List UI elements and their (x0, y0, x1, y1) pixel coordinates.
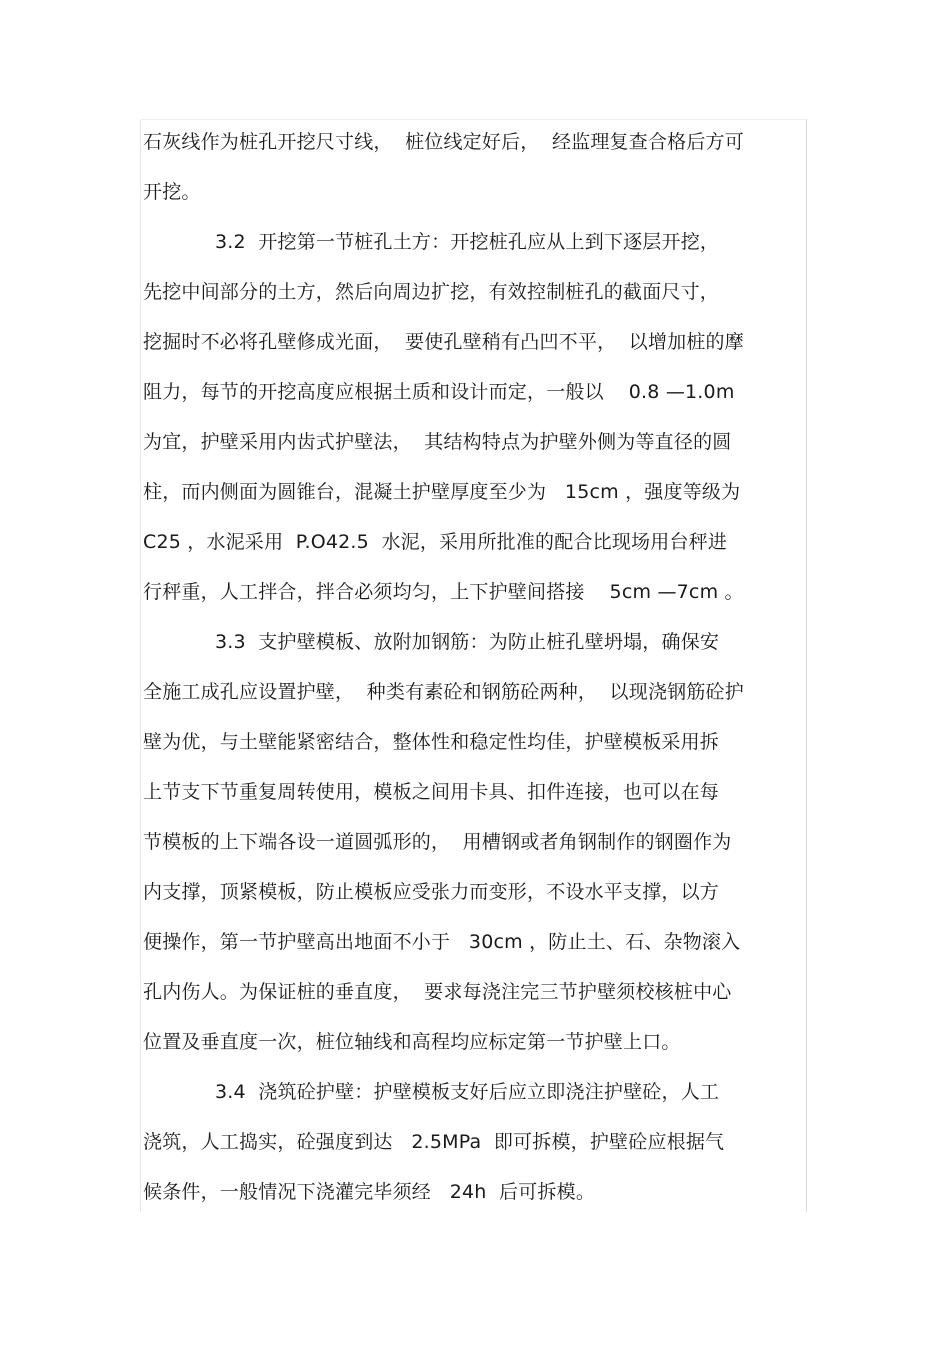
document-body (143, 117, 813, 1217)
paragraph-line: 行秤重，人工拌合，拌合必须均匀，上下护壁间搭接 5cm —7cm 。 (143, 581, 744, 603)
paragraph-line: 内支撑，顶紧模板，防止模板应受张力而变形，不设水平支撑，以方 (143, 881, 720, 903)
paragraph-line: 为宜，护壁采用内齿式护壁法， 其结构特点为护壁外侧为等直径的圆 (143, 431, 732, 453)
paragraph-line: 全施工成孔应设置护壁， 种类有素砼和钢筋砼两种， 以现浇钢筋砼护 (143, 681, 744, 703)
paragraph-line: 挖掘时不必将孔壁修成光面， 要使孔壁稍有凸凹不平， 以增加桩的摩 (143, 331, 744, 353)
paragraph-line: C25 ，水泥采用 P.O42.5 水泥，采用所批准的配合比现场用台秤进 (143, 531, 728, 553)
paragraph-line: 浇筑，人工捣实，砼强度到达 2.5MPa 即可拆模，护壁砼应根据气 (143, 1131, 725, 1153)
section-heading-line: 3.3 支护壁模板、放附加钢筋：为防止桩孔壁坍塌，确保安 (215, 631, 720, 653)
paragraph-line: 孔内伤人。为保证桩的垂直度， 要求每浇注完三节护壁须校核桩中心 (143, 981, 732, 1003)
paragraph-line: 位置及垂直度一次，桩位轴线和高程均应标定第一节护壁上口。 (143, 1031, 681, 1053)
paragraph-line: 候条件，一般情况下浇灌完毕须经 24h 后可拆模。 (143, 1181, 596, 1203)
paragraph-line: 便操作，第一节护壁高出地面不小于 30cm ，防止土、石、杂物滚入 (143, 931, 741, 953)
paragraph-line: 上节支下节重复周转使用，模板之间用卡具、扣件连接，也可以在每 (143, 781, 720, 803)
paragraph-line: 石灰线作为桩孔开挖尺寸线， 桩位线定好后， 经监理复查合格后方可 (143, 131, 744, 153)
paragraph-line: 阻力，每节的开挖高度应根据土质和设计而定，一般以 0.8 —1.0m (143, 381, 735, 403)
section-heading-line: 3.2 开挖第一节桩孔土方：开挖桩孔应从上到下逐层开挖， (215, 231, 720, 253)
paragraph-line: 节模板的上下端各设一道圆弧形的， 用槽钢或者角钢制作的钢圈作为 (143, 831, 732, 853)
section-heading-line: 3.4 浇筑砼护壁：护壁模板支好后应立即浇注护壁砼，人工 (215, 1081, 720, 1103)
paragraph-line: 壁为优，与土壁能紧密结合，整体性和稳定性均佳，护壁模板采用拆 (143, 731, 720, 753)
paragraph-line: 先挖中间部分的土方，然后向周边扩挖，有效控制桩孔的截面尺寸， (143, 281, 720, 303)
paragraph-line: 开挖。 (143, 181, 201, 203)
paragraph-line: 柱，而内侧面为圆锥台，混凝土护壁厚度至少为 15cm ，强度等级为 (143, 481, 741, 503)
